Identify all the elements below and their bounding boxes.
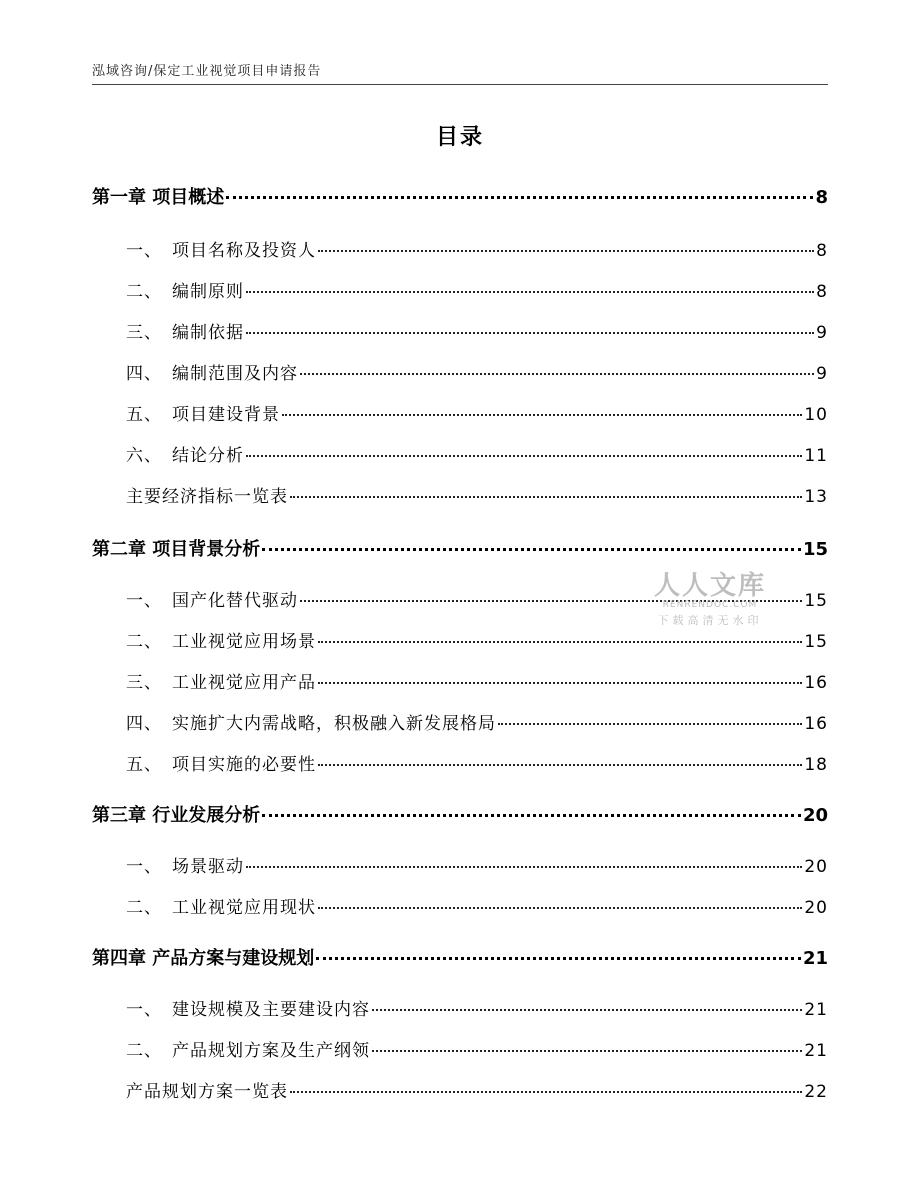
toc-dot-leader [226, 196, 813, 199]
toc-entry-number: 四、 [126, 714, 162, 734]
toc-section-entry[interactable] [126, 441, 828, 466]
toc-entry-label [126, 482, 288, 507]
toc-entry-text: 第一章 项目概述 [92, 187, 225, 208]
toc-entry-number: 一、 [126, 241, 162, 261]
toc-entry-label [126, 277, 244, 302]
toc-page-number: 16 [804, 714, 828, 734]
toc-entry-label [126, 400, 280, 425]
toc-entry-text: 国产化替代驱动 [172, 591, 298, 611]
toc-entry-label [126, 441, 244, 466]
toc-page-number: 13 [804, 487, 828, 507]
toc-entry-label [126, 995, 370, 1020]
toc-dot-leader [318, 250, 814, 252]
toc-entry-label [126, 1036, 370, 1061]
toc-entry-text: 结论分析 [172, 446, 244, 466]
toc-entry-label [126, 318, 244, 343]
toc-dot-leader [318, 907, 802, 909]
toc-page-number: 11 [804, 446, 828, 466]
toc-entry-label [92, 944, 314, 970]
watermark-logo-text: 人人文库 [653, 571, 766, 601]
toc-entry-text: 产品规划方案一览表 [126, 1082, 288, 1102]
toc-chapter-entry[interactable] [92, 535, 828, 561]
toc-entry-label [126, 627, 316, 652]
toc-dot-leader [262, 548, 801, 551]
toc-entry-text: 产品规划方案及生产纲领 [172, 1041, 370, 1061]
toc-dot-leader [372, 1050, 802, 1052]
toc-dot-leader [246, 866, 802, 868]
toc-page-number: 21 [804, 1000, 828, 1020]
toc-dot-leader [300, 373, 814, 375]
toc-entry-label [126, 1077, 288, 1102]
toc-page-number: 9 [816, 323, 828, 343]
toc-entry-number: 五、 [126, 405, 162, 425]
toc-section-entry[interactable] [126, 893, 828, 918]
toc-title: 目录 [435, 125, 484, 150]
running-header: 泓域咨询/保定工业视觉项目申请报告 [92, 64, 322, 79]
toc-entry-text: 编制依据 [172, 323, 244, 343]
toc-entry-label [126, 668, 316, 693]
toc-page-number: 20 [802, 805, 828, 826]
toc-entry-text: 第二章 项目背景分析 [92, 539, 261, 560]
toc-entry-label [126, 893, 316, 918]
toc-entry-text: 主要经济指标一览表 [126, 487, 288, 507]
toc-section-entry[interactable] [126, 1077, 828, 1102]
toc-section-entry[interactable] [126, 318, 828, 343]
toc-section-entry[interactable] [126, 400, 828, 425]
toc-entry-label [126, 236, 316, 261]
toc-entry-label [126, 359, 298, 384]
toc-dot-leader [262, 814, 801, 817]
toc-dot-leader [290, 496, 802, 498]
toc-entry-text: 实施扩大内需战略，积极融入新发展格局 [172, 714, 496, 734]
toc-entry-label [92, 183, 224, 209]
toc-dot-leader [246, 291, 814, 293]
toc-dot-leader [246, 332, 814, 334]
toc-section-entry[interactable] [126, 277, 828, 302]
toc-page-number: 8 [815, 187, 828, 208]
toc-entry-number: 五、 [126, 755, 162, 775]
toc-page-number: 21 [804, 1041, 828, 1061]
toc-section-entry[interactable] [126, 627, 828, 652]
toc-entry-text: 工业视觉应用场景 [172, 632, 316, 652]
toc-entry-text: 第四章 产品方案与建设规划 [92, 948, 315, 969]
toc-page-number: 20 [804, 898, 828, 918]
watermark [640, 565, 780, 628]
toc-page-number: 8 [816, 241, 828, 261]
watermark-domain: RENRENDOC.COM [662, 600, 758, 610]
toc-page-number: 15 [804, 591, 828, 611]
toc-page-number: 18 [804, 755, 828, 775]
toc-page-number: 15 [804, 632, 828, 652]
toc-page-number: 15 [802, 539, 828, 560]
toc-entry-text: 项目实施的必要性 [172, 755, 316, 775]
watermark-subtitle: 下载高清无水印 [657, 614, 763, 627]
toc-page-number: 16 [804, 673, 828, 693]
toc-dot-leader [498, 723, 802, 725]
toc-entry-label [92, 535, 260, 561]
toc-entry-number: 二、 [126, 632, 162, 652]
toc-entry-label [126, 852, 244, 877]
toc-entry-text: 项目建设背景 [172, 405, 280, 425]
toc-entry-label [126, 709, 496, 734]
toc-section-entry[interactable] [126, 1036, 828, 1061]
toc-entry-text: 第三章 行业发展分析 [92, 805, 261, 826]
toc-section-entry[interactable] [126, 750, 828, 775]
toc-entry-number: 一、 [126, 857, 162, 877]
toc-page-number: 20 [804, 857, 828, 877]
toc-dot-leader [372, 1009, 802, 1011]
toc-chapter-entry[interactable] [92, 183, 828, 209]
toc-entry-number: 三、 [126, 323, 162, 343]
toc-entry-number: 二、 [126, 1041, 162, 1061]
toc-section-entry[interactable] [126, 852, 828, 877]
toc-dot-leader [316, 957, 801, 960]
toc-entry-number: 六、 [126, 446, 162, 466]
toc-section-entry[interactable] [126, 709, 828, 734]
toc-chapter-entry[interactable] [92, 944, 828, 970]
toc-entry-number: 一、 [126, 1000, 162, 1020]
toc-page-number: 8 [816, 282, 828, 302]
toc-entry-number: 三、 [126, 673, 162, 693]
toc-dot-leader [290, 1091, 802, 1093]
toc-section-entry[interactable] [126, 668, 828, 693]
toc-entry-text: 场景驱动 [172, 857, 244, 877]
toc-entry-text: 编制原则 [172, 282, 244, 302]
toc-entry-label [92, 801, 260, 827]
toc-dot-leader [318, 682, 802, 684]
toc-entry-text: 建设规模及主要建设内容 [172, 1000, 370, 1020]
toc-page-number: 9 [816, 364, 828, 384]
toc-entry-label [126, 750, 316, 775]
toc-dot-leader [282, 414, 802, 416]
toc-section-entry[interactable] [126, 359, 828, 384]
toc-chapter-entry[interactable] [92, 801, 828, 827]
toc-page-number: 22 [804, 1082, 828, 1102]
toc-section-entry[interactable] [126, 482, 828, 507]
toc-dot-leader [318, 641, 802, 643]
toc-page-number: 21 [802, 948, 828, 969]
header-divider [92, 84, 828, 85]
toc-entry-number: 二、 [126, 282, 162, 302]
toc-page-number: 10 [804, 405, 828, 425]
toc-entry-label [126, 586, 298, 611]
toc-dot-leader [318, 764, 802, 766]
toc-entry-text: 工业视觉应用现状 [172, 898, 316, 918]
toc-entry-text: 项目名称及投资人 [172, 241, 316, 261]
toc-section-entry[interactable] [126, 236, 828, 261]
toc-entry-number: 四、 [126, 364, 162, 384]
toc-section-entry[interactable] [126, 995, 828, 1020]
toc-entry-text: 编制范围及内容 [172, 364, 298, 384]
toc-entry-text: 工业视觉应用产品 [172, 673, 316, 693]
toc-entry-number: 二、 [126, 898, 162, 918]
toc-dot-leader [246, 455, 802, 457]
toc-entry-number: 一、 [126, 591, 162, 611]
